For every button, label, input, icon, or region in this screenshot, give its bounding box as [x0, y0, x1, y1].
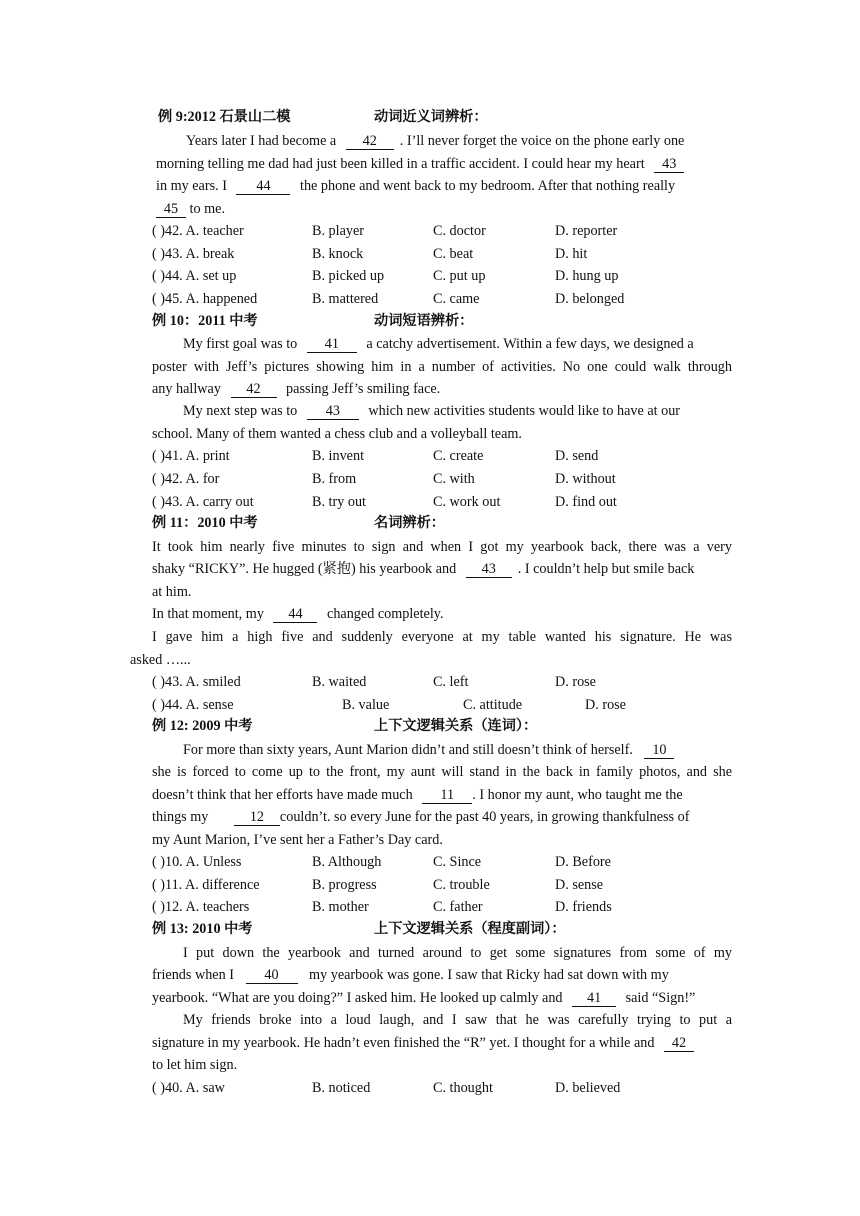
question-option-a: ( )41. A. print: [152, 448, 230, 464]
question-option-c: C. trouble: [433, 877, 490, 893]
question-option-d: D. belonged: [555, 291, 625, 307]
blank-41: 41: [572, 991, 616, 1007]
question-option-c: C. create: [433, 448, 484, 464]
passage-line: [183, 402, 680, 420]
blank-40: 40: [246, 968, 298, 984]
question-option-d: D. sense: [555, 877, 604, 893]
example-11-heading: [152, 514, 712, 532]
passage-line: [156, 177, 675, 195]
example-13-heading: [152, 920, 712, 938]
blank-10: 10: [644, 743, 674, 759]
question-option-b: B. waited: [312, 674, 367, 690]
passage-line: to let him sign.: [152, 1057, 238, 1073]
question-option-d: D. hit: [555, 246, 588, 262]
question-option-a: ( )42. A. teacher: [152, 223, 244, 239]
passage-line: [152, 786, 683, 804]
question-option-c: C. doctor: [433, 223, 486, 239]
text: . I’ll never forget the voice on the phone early one: [399, 133, 685, 149]
question-option-b: B. Although: [312, 854, 382, 870]
question-option-d: D. without: [555, 471, 616, 487]
example-label: 例 10：2011 中考: [152, 313, 258, 329]
example-label: 例 12: 2009 中考: [152, 718, 253, 734]
question-option-a: ( )44. A. set up: [152, 268, 237, 284]
text: friends when I: [152, 967, 234, 983]
example-label: 例 9:2012 石景山二模: [158, 109, 291, 125]
text: to me.: [189, 201, 226, 217]
question-option-a: ( )10. A. Unless: [152, 854, 242, 870]
question-option-b: B. mother: [312, 899, 369, 915]
passage-line: my Aunt Marion, I’ve sent her a Father’s Day card.: [152, 832, 443, 848]
question-option-b: B. from: [312, 471, 357, 487]
example-topic: 上下文逻辑关系（程度副词）：: [374, 921, 566, 937]
question-option-c: C. came: [433, 291, 480, 307]
passage-line: [152, 989, 695, 1007]
text: which new activities students would like to have at our: [368, 403, 681, 419]
passage-line: I gave him a high five and suddenly everyone at my table wanted his signature. He was: [152, 629, 732, 645]
question-option-d: D. believed: [555, 1080, 621, 1096]
question-option-d: D. friends: [555, 899, 612, 915]
blank-42: 42: [346, 134, 394, 150]
blank-43: 43: [466, 562, 512, 578]
text: changed completely.: [327, 606, 444, 622]
passage-line: [156, 155, 684, 173]
question-option-c: C. Since: [433, 854, 482, 870]
question-option-a: ( )45. A. happened: [152, 291, 258, 307]
text: shaky “RICKY”. He hugged (紧抱) his yearbook and: [152, 561, 457, 577]
text: For more than sixty years, Aunt Marion didn’t and still doesn’t think of herself.: [183, 742, 633, 758]
passage-line: [152, 808, 689, 826]
question-option-b: B. invent: [312, 448, 365, 464]
text: yearbook. “What are you doing?” I asked him. He looked up calmly and: [152, 990, 563, 1006]
question-option-d: D. rose: [585, 697, 626, 713]
question-option-a: ( )12. A. teachers: [152, 899, 250, 915]
text: . I couldn’t help but smile back: [517, 561, 695, 577]
text: morning telling me dad had just been killed in a traffic accident. I could hear my heart: [156, 156, 645, 172]
blank-42: 42: [664, 1036, 694, 1052]
question-option-d: D. send: [555, 448, 599, 464]
question-option-a: ( )43. A. smiled: [152, 674, 241, 690]
example-label: 例 13: 2010 中考: [152, 921, 253, 937]
passage-line: at him.: [152, 584, 192, 600]
question-option-c: C. attitude: [463, 697, 523, 713]
text: couldn’t. so every June for the past 40 years, in growing thankfulness of: [279, 809, 690, 825]
example-topic: 上下文逻辑关系（连词）：: [374, 718, 538, 734]
text: a catchy advertisement. Within a few days, we designed a: [366, 336, 694, 352]
example-topic: 名词辨析：: [374, 515, 445, 531]
blank-44: 44: [236, 179, 290, 195]
question-option-a: ( )43. A. break: [152, 246, 235, 262]
passage-line: [152, 605, 444, 623]
question-option-a: ( )43. A. carry out: [152, 494, 254, 510]
question-option-c: C. left: [433, 674, 469, 690]
question-option-a: ( )11. A. difference: [152, 877, 260, 893]
passage-line: school. Many of them wanted a chess club and a volleyball team.: [152, 426, 522, 442]
example-topic: 动词短语辨析：: [374, 313, 474, 329]
question-option-c: C. work out: [433, 494, 501, 510]
blank-42: 42: [231, 382, 277, 398]
text: said “Sign!”: [625, 990, 696, 1006]
question-option-a: ( )42. A. for: [152, 471, 220, 487]
question-option-a: ( )44. A. sense: [152, 697, 234, 713]
question-option-b: B. mattered: [312, 291, 379, 307]
question-option-c: C. with: [433, 471, 475, 487]
passage-line: It took him nearly five minutes to sign and when I got my yearbook back, there was a very: [152, 539, 732, 555]
blank-12: 12: [234, 810, 280, 826]
text: in my ears. I: [156, 178, 227, 194]
example-10-heading: [152, 312, 712, 330]
passage-line: My friends broke into a loud laugh, and I saw that he was carefully trying to put a: [183, 1012, 732, 1028]
example-12-heading: [152, 717, 712, 735]
passage-line: [152, 1034, 694, 1052]
text: any hallway: [152, 381, 221, 397]
passage-line: asked …...: [130, 652, 191, 668]
question-option-b: B. try out: [312, 494, 366, 510]
example-9-heading: [158, 108, 718, 126]
text: signature in my yearbook. He hadn’t even finished the “R” yet. I thought for a while and: [152, 1035, 655, 1051]
question-option-b: B. picked up: [312, 268, 385, 284]
blank-11: 11: [422, 788, 472, 804]
question-option-a: ( )40. A. saw: [152, 1080, 225, 1096]
question-option-b: B. value: [342, 697, 390, 713]
blank-45: 45: [156, 202, 186, 218]
text: . I honor my aunt, who taught me the: [472, 787, 683, 803]
text: things my: [152, 809, 209, 825]
text: my yearbook was gone. I saw that Ricky had sat down with my: [309, 967, 669, 983]
example-topic: 动词近义词辨析：: [374, 109, 488, 125]
text: My first goal was to: [183, 336, 298, 352]
blank-43: 43: [654, 157, 684, 173]
text: My next step was to: [183, 403, 298, 419]
passage-line: [152, 560, 694, 578]
passage-line: she is forced to come up to the front, my aunt will stand in the back in family photos, and she: [152, 764, 732, 780]
question-option-d: D. rose: [555, 674, 596, 690]
question-option-c: C. beat: [433, 246, 474, 262]
text: passing Jeff’s smiling face.: [286, 381, 441, 397]
blank-41: 41: [307, 337, 357, 353]
passage-line: I put down the yearbook and turned around to get some signatures from some of my: [183, 945, 732, 961]
passage-line: [152, 380, 440, 398]
question-option-d: D. hung up: [555, 268, 619, 284]
passage-line: poster with Jeff’s pictures showing him in a number of activities. No one could walk through: [152, 359, 732, 375]
question-option-d: D. find out: [555, 494, 617, 510]
text: the phone and went back to my bedroom. After that nothing really: [300, 178, 676, 194]
blank-44: 44: [273, 607, 317, 623]
text: doesn’t think that her efforts have made much: [152, 787, 413, 803]
question-option-b: B. progress: [312, 877, 377, 893]
question-option-d: D. Before: [555, 854, 611, 870]
question-option-b: B. player: [312, 223, 365, 239]
passage-line: [186, 132, 684, 150]
passage-line: [183, 741, 674, 759]
passage-line: [183, 335, 694, 353]
question-option-c: C. father: [433, 899, 483, 915]
question-option-c: C. put up: [433, 268, 486, 284]
blank-43: 43: [307, 404, 359, 420]
question-option-d: D. reporter: [555, 223, 618, 239]
text: In that moment, my: [152, 606, 264, 622]
question-option-b: B. knock: [312, 246, 364, 262]
text: Years later I had become a: [186, 133, 337, 149]
passage-line: [156, 200, 225, 218]
passage-line: [152, 966, 669, 984]
question-option-c: C. thought: [433, 1080, 493, 1096]
question-option-b: B. noticed: [312, 1080, 371, 1096]
example-label: 例 11：2010 中考: [152, 515, 258, 531]
